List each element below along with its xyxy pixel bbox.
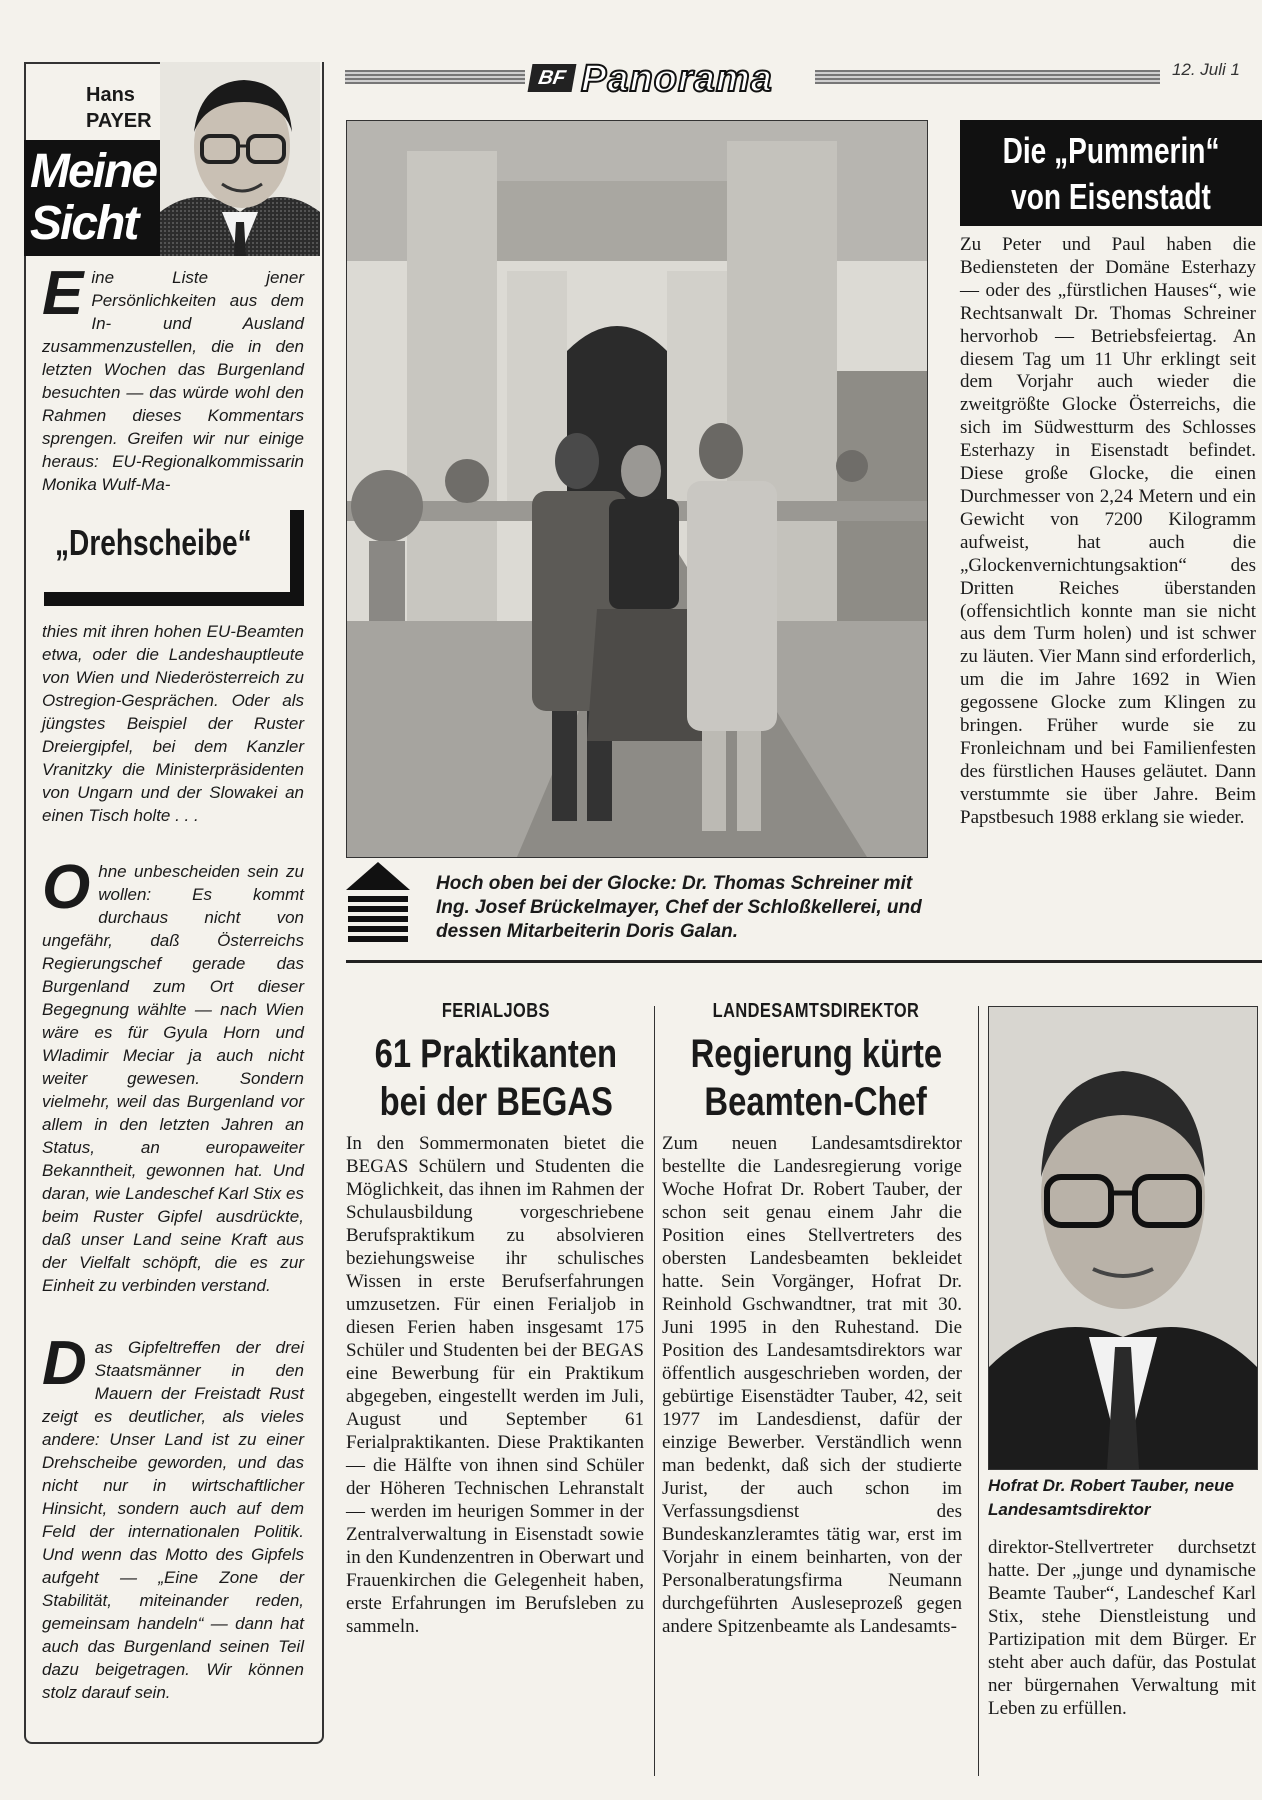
landesamtsdirektor-headline-line1: Regierung kürte <box>690 1032 942 1076</box>
landesamtsdirektor-kicker <box>660 1000 972 1023</box>
ferialjobs-headline <box>346 1030 646 1126</box>
commentary-text-1: ine Liste jener Persönlichkeiten aus dem In- und Ausland zusammenzustellen, die in den letzten Wochen das Burgenland besuchten — das würde wohl den Rahmen dieses Kommentars sprengen. Greifen wir nur einige heraus: EU-Regionalkommissarin Monika Wulf-Ma- <box>42 268 304 494</box>
ferialjobs-body: In den Sommermonaten bietet die BEGAS Schülern und Studenten die Möglichkeit, das ihnen im Rahmen der Schulausbildung vorgeschriebene Berufspraktikum zu absolvieren beziehungsweise ihr schulisches Wissen in erste Berufserfahrungen umzusetzen. Für einen Ferialjob in diesen Ferien haben insgesamt 175 Schüler und Studenten bei der BEGAS eine Bewerbung für ein Praktikum abgegeben, eingestellt werden im Juli, August und September 61 Ferialpraktikanten. Diese Praktikanten — die Hälfte von ihnen sind Schüler der Höheren Technischen Lehranstalt — werden im heurigen Sommer in der Zentralverwaltung in Eisenstadt sowie in den Kundenzentren in Oberwart und Frauenkirchen die Gelegenheit haben, erste Erfahrungen im Berufsleben zu sammeln. <box>346 1133 644 1637</box>
author-last-name: PAYER <box>86 110 152 132</box>
ferialjobs-headline-line1: 61 Praktikanten <box>374 1032 618 1076</box>
commentary-title-line1: Meine <box>30 145 157 198</box>
pullquote: „Drehscheibe“ <box>55 522 252 563</box>
pummerin-body: Zu Peter und Paul haben die Bediensteten der Domäne Esterhazy — oder des „fürstlichen Hauses“, wie Rechtsanwalt Dr. Thomas Schreiner hervorhob — Betriebsfeiertag. An diesem Tag um 11 Uhr erklingt seit dem Vorjahr auch wieder die zweitgrößte Glocke Österreichs, die sich im Südwestturm des Schlosses Esterhazy in Eisenstadt befindet. Diese große Glocke, die einen Durchmesser von 2,24 Metern und ein Gewicht von 7200 Kilogramm aufweist, hat auch die „Glockenvernichtungsaktion“ des Dritten Reiches überstanden (offensichtlich konnte man sie nicht aus dem Turm holen) und ist schwer zu läuten. Vier Mann sind erforderlich, um die im Jahre 1692 in Wien gegossene Glocke zum Klingen zu bringen. Früher wurde sie zu Fronleichnam und bei Familienfesten des fürstlichen Hauses geläutet. Dann verstummte sie über Jahre. Beim Papstbesuch 1988 erklang sie wieder. <box>960 234 1256 828</box>
caption-arrow-icon <box>346 862 410 954</box>
issue-date: 12. Juli 1 <box>1171 60 1240 79</box>
landesamtsdirektor-headline-line2: Beamten-Chef <box>704 1080 928 1124</box>
pummerin-headline <box>960 128 1262 220</box>
author-first-name: Hans <box>86 84 135 106</box>
dropcap-d: D <box>42 1329 87 1398</box>
landesamtsdirektor-kicker-text: LANDESAMTSDIREKTOR <box>712 1000 920 1022</box>
dropcap-e: E <box>42 259 84 328</box>
dropcap-o: O <box>42 853 91 922</box>
header-band-left <box>345 70 525 84</box>
section-rule <box>346 960 1262 963</box>
tauber-photo-caption: Hofrat Dr. Robert Tauber, neue Landesamtsdirektor <box>988 1476 1234 1519</box>
column-separator <box>654 1006 655 1776</box>
commentary-text-4: as Gipfeltreffen der drei Staatsmänner in den Mauern der Freistadt Rust zeigt es deutlicher, als vieles andere: Unser Land ist zu einer Drehscheibe geworden, und das nicht nur in wirtschaftlicher Hinsicht, sondern auch auf dem Feld der internationalen Politik. Und wenn das Motto des Gipfels aufgeht — „Eine Zone der Stabilität, miteinander reden, gemeinsam handeln“ — dann hat auch das Burgenland seinen Teil dazu beigetragen. Wir können stolz darauf sein. <box>42 1338 304 1702</box>
header-band-right <box>815 70 1160 84</box>
ferialjobs-kicker <box>346 1000 646 1023</box>
section-title: Panorama <box>581 58 773 100</box>
landesamtsdirektor-body: Zum neuen Landesamtsdirektor bestellte die Landesregierung vorige Woche Hofrat Dr. Robert Tauber, der schon seit genau einem Jahr die Position eines Stellvertreters des obersten Landesbeamten bekleidet hatte. Sein Vorgänger, Hofrat Dr. Reinhold Gschwandtner, trat mit 30. Juni 1995 in den Ruhestand. Die Position des Landesamtsdirektors war öffentlich ausgeschrieben worden, der gebürtige Eisenstädter Tauber, 42, seit 1977 im Landesdienst, dafür der einzige Bewerber. Verständlich wenn man bedenkt, daß sich der studierte Jurist, der auch schon im Verfassungsdienst des Bundeskanzleramtes tätig war, erst im Vorjahr in einem beinharten, von der Personalberatungsfirma Neumann durchgeführten Ausleseprozeß gegen andere Spitzenbeamte als Landesamts- <box>662 1133 962 1637</box>
main-photo-caption: Hoch oben bei der Glocke: Dr. Thomas Schreiner mit Ing. Josef Brückelmayer, Chef der Schloßkellerei, und dessen Mitarbeiterin Doris Galan. <box>436 873 922 942</box>
bf-logo: BF <box>528 64 577 92</box>
ferialjobs-kicker-text: FERIALJOBS <box>442 1000 550 1022</box>
commentary-paragraph-2: thies mit ihren hohen EU-Beamten etwa, oder die Landeshauptleute von Wien und Niederösterreich zu Ostregion-Gesprächen. Oder als jüngstes Beispiel der Ruster Dreiergipfel, bei dem Kanzler Vranitzky die Ministerpräsidenten von Ungarn und der Slowakei an einen Tisch holte . . . <box>42 622 304 825</box>
commentary-paragraph-1 <box>42 259 304 496</box>
tauber-portrait <box>988 1006 1258 1470</box>
pummerin-headline-line1: Die „Pummerin“ <box>1002 130 1220 171</box>
masthead <box>345 58 1240 102</box>
commentary-paragraph-4 <box>42 1329 304 1704</box>
author-portrait <box>160 62 320 256</box>
commentary-paragraph-3 <box>42 853 304 1297</box>
column-separator <box>978 1006 979 1776</box>
commentary-title <box>30 146 156 250</box>
landesamtsdirektor-body-continued: direktor-Stellvertreter durchsetzt hatte. Der „junge und dynamische Beamte Tauber“, Landeschef Karl Stix, stehe Dienstleistung und Partizipation mit dem Bürger. Er steht aber auch dafür, das Postulat ner bürgernahen Verwaltung mit Leben zu erfüllen. <box>988 1537 1256 1719</box>
main-photo-bell-tower <box>346 120 928 858</box>
landesamtsdirektor-headline <box>660 1030 972 1126</box>
commentary-text-3: hne unbescheiden sein zu wollen: Es kommt durchaus nicht von ungefähr, daß Österreichs Regierungschef gerade das Burgenland zum Ort dieser Begegnung wählte — nach Wien wäre es für Gyula Horn und Wladimir Meciar ja auch nicht weiter gewesen. Sondern vielmehr, weil das Burgenland vor allem in den letzten Jahren an Status, an europaweiter Bekanntheit, gewonnen hat. Und daran, wie Landeschef Karl Stix es beim Ruster Gipfel ausdrückte, daß unser Land seine Kraft aus der Vielfalt schöpft, die es zur Einheit zu verbinden verstand. <box>42 862 304 1295</box>
commentary-title-line2: Sicht <box>30 197 138 250</box>
pummerin-headline-line2: von Eisenstadt <box>1011 176 1211 217</box>
ferialjobs-headline-line2: bei der BEGAS <box>379 1080 613 1124</box>
